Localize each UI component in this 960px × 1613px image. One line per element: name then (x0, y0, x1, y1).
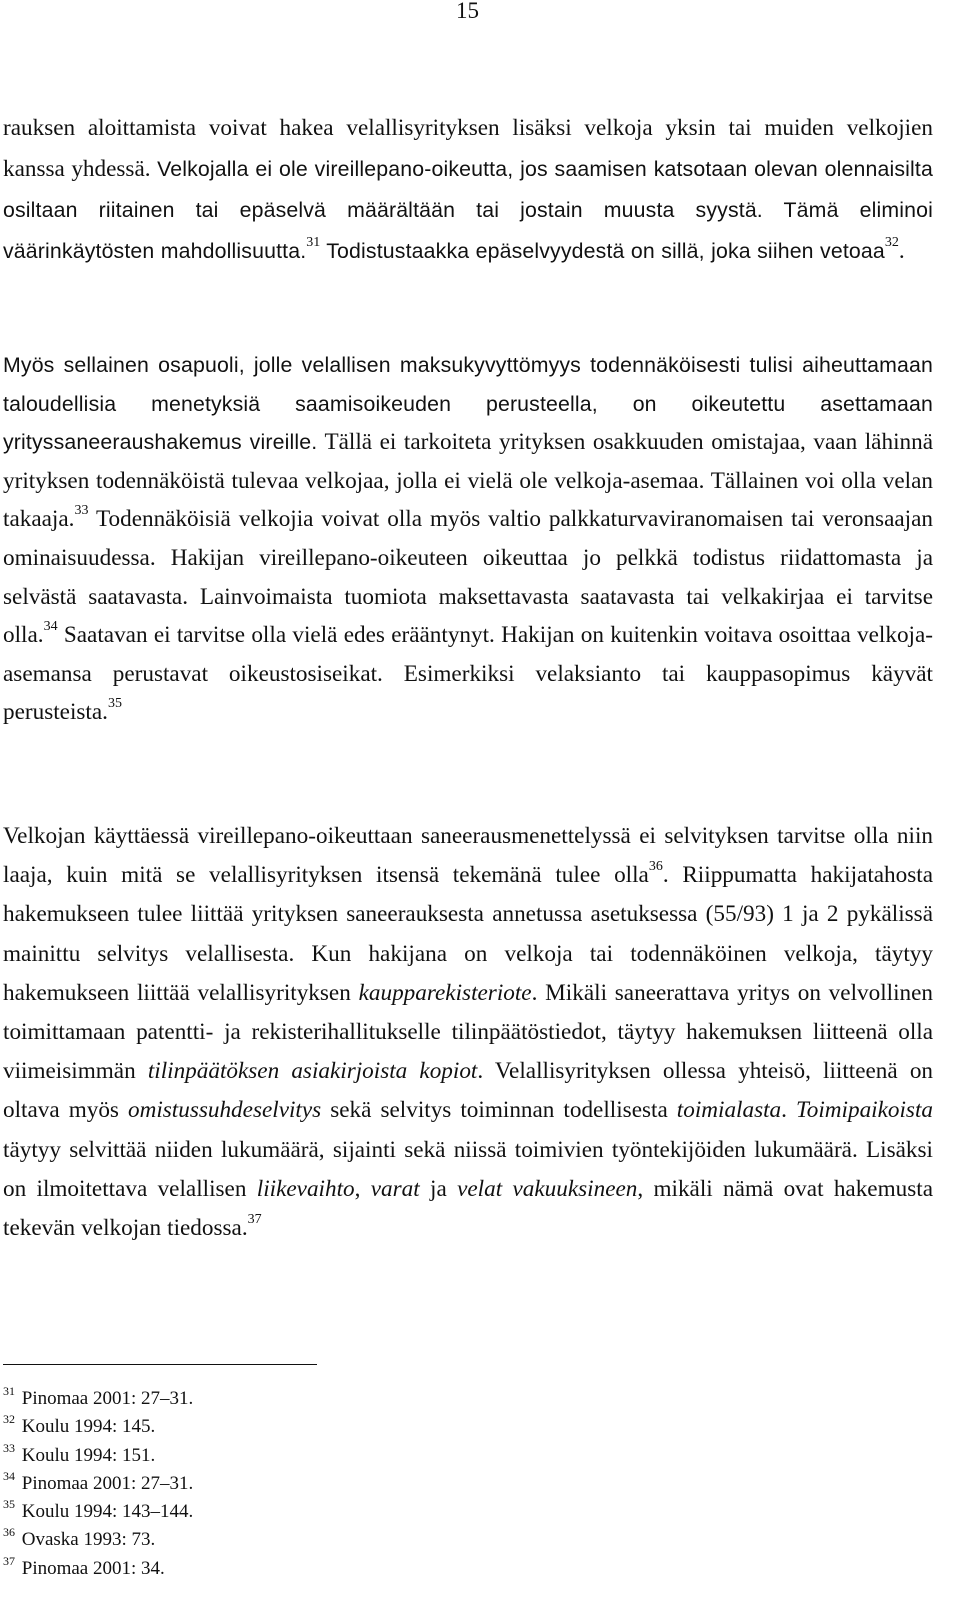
footnote (3, 1526, 193, 1554)
emphasis-text: Toimipaikoista (795, 1097, 933, 1124)
footnote (3, 1555, 193, 1583)
footnote-text: Pinomaa 2001: 27–31. (21, 1472, 194, 1494)
footnote-ref: 32 (884, 235, 899, 250)
footnote-text: Koulu 1994: 151. (21, 1444, 156, 1466)
footnote-text: Ovaska 1993: 73. (21, 1529, 156, 1551)
text-run: ja (419, 1175, 458, 1202)
body-paragraph-1 (3, 108, 933, 272)
text-run: . (781, 1097, 796, 1124)
footnote-number: 34 (3, 1468, 15, 1483)
text-run: , (354, 1175, 371, 1202)
text-run: . Riippumatta hakijatahosta hakemukseen tulee liittää yrityksen saneerauksesta annetussa asetuksessa (55/93) 1 ja 2 pykälissä mainittu selvitys velallisesta. Kun hakijana on velkoja tai todennäköinen velkoja, täytyy hakemukseen liittää velallisyrityksen (3, 862, 934, 1006)
emphasis-text: tilinpäätöksen asiakirjoista kopiot (147, 1058, 478, 1085)
footnote-number: 36 (3, 1525, 15, 1540)
emphasis-text: liikevaihto (256, 1175, 355, 1202)
emphasis-text: velat vakuuksineen (457, 1175, 638, 1202)
footnote (3, 1442, 193, 1470)
text-run: rauksen aloittamista voivat hakea velallisyrityksen lisäksi velkoja yksin tai muiden velkojien kanssa yhdessä. (3, 115, 933, 182)
text-run: Tällä ei tarkoiteta yrityksen osakkuuden omistajaa, vaan lähinnä yrityksen todennäköistä tulevaa velkojaa, jolla ei vielä ole velkoja-asemaa. Tällainen voi olla velan takaaja. (3, 429, 933, 533)
text-run: , mikäli nämä ovat hakemusta tekevän velkojan tiedossa. (3, 1175, 933, 1242)
footnote-text: Pinomaa 2001: 34. (21, 1557, 165, 1579)
footnote-ref: 33 (74, 503, 89, 519)
text-run: Todistustaakka epäselvyydestä on sillä, joka siihen vetoaa (320, 239, 885, 263)
text-run: sekä selvitys toiminnan todellisesta (321, 1097, 677, 1124)
body-paragraph-2 (3, 346, 933, 732)
page-number: 15 (456, 0, 479, 23)
footnotes (3, 1385, 193, 1583)
text-run: Todennäköisiä velkojia voivat olla myös valtio palkkaturvaviranomaisen tai veronsaajan ominaisuudessa. Hakijan vireillepano-oikeuteen oikeuttaa jo pelkkä todistus riidattomasta ja selvästä saatavasta. Lainvoimaista tuomiota maksettavasta saatavasta tai velkakirjaa ei tarvitse olla. (3, 506, 933, 649)
footnote-text: Pinomaa 2001: 27–31. (21, 1388, 194, 1409)
emphasis-text: omistussuhdeselvitys (127, 1097, 322, 1124)
footnote-number: 37 (3, 1553, 15, 1568)
footnote-number: 33 (3, 1440, 15, 1455)
emphasis-text: varat (370, 1175, 420, 1202)
emphasis-text: toimialasta (676, 1097, 782, 1124)
text-run: täytyy selvittää niiden lukumäärä, sijainti sekä niissä toimivien työntekijöiden lukumäärä. Lisäksi on ilmoitettava velallisen (3, 1136, 933, 1202)
footnote (3, 1498, 193, 1526)
footnote-separator (3, 1364, 317, 1365)
footnote-ref: 36 (648, 859, 663, 875)
text-run: . (898, 238, 905, 264)
footnote (3, 1413, 193, 1441)
emphasis-text: kaupparekisteriote (358, 979, 532, 1006)
footnote-ref: 35 (107, 696, 122, 712)
footnote-ref: 31 (306, 235, 321, 250)
text-run: . Velallisyrityksen ollessa yhteisö, liitteenä on oltava myös (3, 1058, 934, 1124)
text-run: Velkojan käyttäessä vireillepano-oikeuttaan saneerausmenettelyssä ei selvityksen tarvitse olla niin laaja, kuin mitä se velallisyrityksen itsensä tekemänä tulee olla (3, 823, 933, 889)
footnote-ref: 34 (43, 619, 58, 635)
footnote (3, 1385, 193, 1413)
body-paragraph-3 (3, 817, 933, 1248)
text-run: . Mikäli saneerattava yritys on velvollinen toimittamaan patentti- ja rekisterihallitukselle tilinpäätöstiedot, täytyy hakemuksen liitteenä olla viimeisimmän (3, 979, 934, 1085)
footnote-text: Koulu 1994: 143–144. (21, 1501, 194, 1523)
footnote (3, 1470, 193, 1498)
footnote-number: 35 (3, 1497, 15, 1512)
text-run: Myös sellainen osapuoli, jolle velallisen maksukyvyttömyys todennäköisesti tulisi aiheuttamaan taloudellisia menetyksiä saamisoikeuden perusteella, on oikeutettu asettamaan yrityssaneeraushakemus vireille. (3, 353, 933, 455)
footnote-number: 31 (3, 1384, 15, 1398)
footnote-text: Koulu 1994: 145. (21, 1416, 156, 1438)
text-run: Velkojalla ei ole vireillepano-oikeutta, jos saamisen katsotaan olevan olennaisilta osiltaan riitainen tai epäselvä määrältään tai jostain muusta syystä. Tämä eliminoi väärinkäytösten mahdollisuutta. (3, 157, 933, 263)
footnote-ref: 37 (247, 1212, 262, 1228)
text-run: Saatavan ei tarvitse olla vielä edes erääntynyt. Hakijan on kuitenkin voitava osoittaa velkoja-asemansa perustavat oikeustosiseikat. Esimerkiksi velaksianto tai kauppasopimus käyvät perusteista. (3, 622, 933, 726)
footnote-number: 32 (3, 1412, 15, 1427)
